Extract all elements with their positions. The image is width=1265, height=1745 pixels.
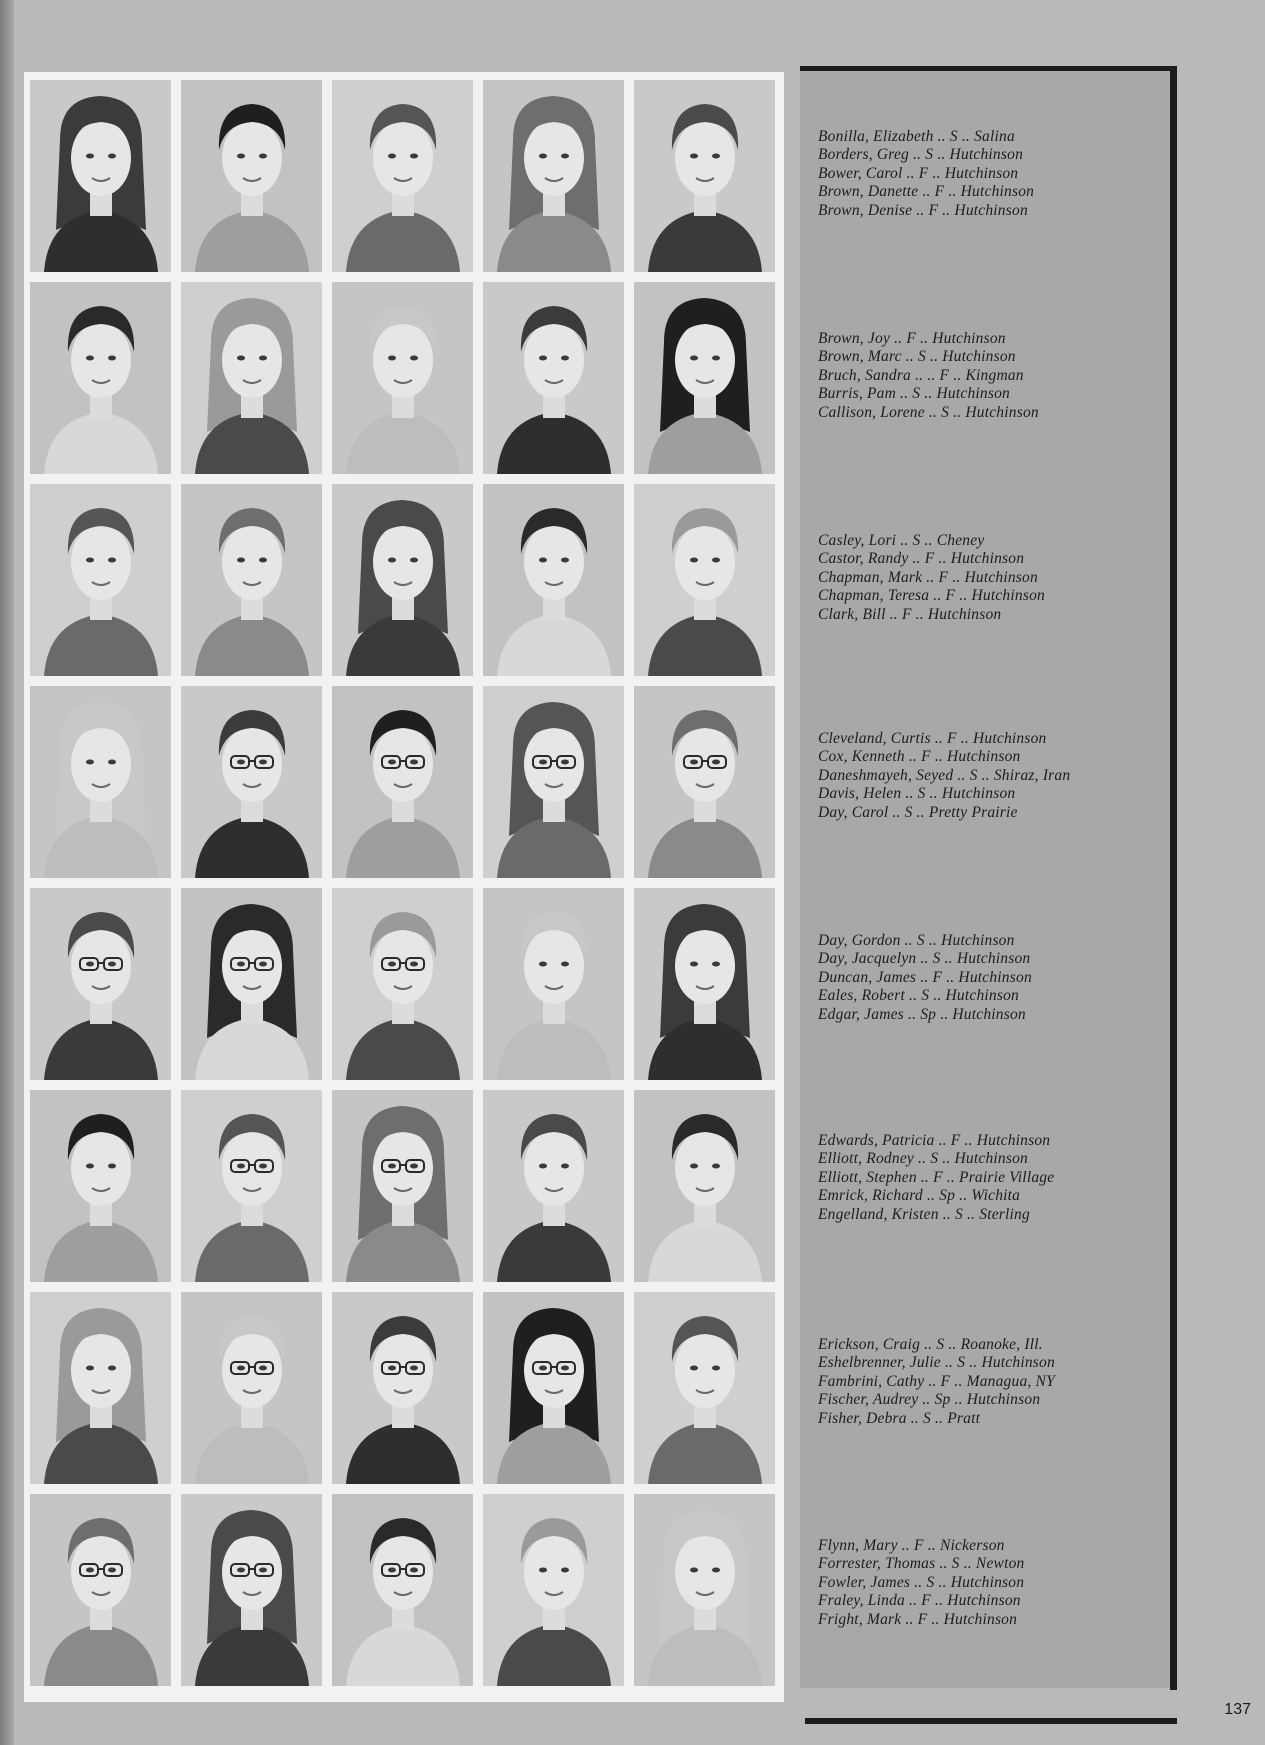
name-group-row-7 [818,1336,1168,1428]
book-spine-shadow [0,0,14,1745]
student-entry: Elliott, Rodney .. S .. Hutchinson [818,1150,1028,1168]
portrait-photo [332,1292,473,1484]
portrait-photo [30,1090,171,1282]
portrait-photo [483,1292,624,1484]
portrait-photo [332,1494,473,1686]
student-portrait [332,686,473,878]
student-portrait [30,80,171,272]
student-entry: Castor, Randy .. F .. Hutchinson [818,550,1025,568]
student-portrait [634,686,775,878]
student-entry: Bower, Carol .. F .. Hutchinson [818,164,1019,182]
student-entry: Bruch, Sandra .. .. F .. Kingman [818,366,1024,384]
portrait-photo [634,1090,775,1282]
student-portrait [483,1494,624,1686]
student-entry: Edgar, James .. Sp .. Hutchinson [818,1005,1026,1023]
portrait-photo [30,80,171,272]
student-entry: Chapman, Teresa .. F .. Hutchinson [818,587,1045,605]
name-group-row-5 [818,932,1168,1024]
student-entry: Eales, Robert .. S .. Hutchinson [818,987,1019,1005]
student-entry: Brown, Marc .. S .. Hutchinson [818,348,1016,366]
portrait-photo [30,888,171,1080]
name-group-row-3 [818,532,1168,624]
student-portrait [30,282,171,474]
student-portrait [332,282,473,474]
portrait-photo [30,686,171,878]
student-portrait [181,1494,322,1686]
student-entry: Brown, Danette .. F .. Hutchinson [818,183,1035,201]
portrait-photo [181,1292,322,1484]
portrait-photo [634,1292,775,1484]
portrait-photo [332,888,473,1080]
student-entry: Erickson, Craig .. S .. Roanoke, Ill. [818,1336,1043,1353]
student-entry: Day, Jacquelyn .. S .. Hutchinson [818,950,1031,968]
portrait-photo [181,80,322,272]
student-portrait [332,1090,473,1282]
portrait-photo [181,888,322,1080]
student-portrait [332,484,473,676]
portrait-photo [332,282,473,474]
student-portrait [483,282,624,474]
student-entry: Emrick, Richard .. Sp .. Wichita [818,1187,1021,1205]
student-portrait [634,484,775,676]
portrait-photo [30,1292,171,1484]
name-group-row-6 [818,1132,1168,1224]
student-portrait [332,1494,473,1686]
student-entry: Day, Gordon .. S .. Hutchinson [818,932,1015,949]
portrait-photo [181,686,322,878]
portrait-photo [483,80,624,272]
student-portrait [483,1090,624,1282]
student-portrait [483,80,624,272]
portrait-photo [634,282,775,474]
student-entry: Callison, Lorene .. S .. Hutchinson [818,403,1039,421]
portrait-photo [181,282,322,474]
portrait-photo [332,686,473,878]
portrait-photo [332,484,473,676]
student-portrait [181,1090,322,1282]
student-entry: Fisher, Debra .. S .. Pratt [818,1409,981,1427]
student-entry: Engelland, Kristen .. S .. Sterling [818,1205,1030,1223]
student-entry: Brown, Denise .. F .. Hutchinson [818,201,1028,219]
portrait-photo [181,484,322,676]
student-entry: Fowler, James .. S .. Hutchinson [818,1573,1025,1591]
portrait-photo [483,484,624,676]
student-entry: Cox, Kenneth .. F .. Hutchinson [818,748,1021,766]
portrait-grid [30,80,775,1686]
student-entry: Fambrini, Cathy .. F .. Managua, NY [818,1372,1055,1390]
student-portrait [181,484,322,676]
student-portrait [634,80,775,272]
student-portrait [483,686,624,878]
student-portrait [181,686,322,878]
portrait-photo [483,888,624,1080]
student-entry: Brown, Joy .. F .. Hutchinson [818,330,1006,347]
portrait-photo [181,1090,322,1282]
student-entry: Casley, Lori .. S .. Cheney [818,532,985,549]
student-portrait [181,1292,322,1484]
student-portrait [634,1292,775,1484]
page-number: 137 [1224,1701,1251,1718]
student-portrait [30,1090,171,1282]
student-portrait [332,80,473,272]
student-portrait [30,1292,171,1484]
name-group-row-8 [818,1537,1168,1629]
student-entry: Eshelbrenner, Julie .. S .. Hutchinson [818,1354,1055,1372]
panel-frame-right [1170,66,1177,1690]
student-portrait [483,888,624,1080]
name-group-row-1 [818,128,1168,220]
student-portrait [30,686,171,878]
portrait-photo [483,282,624,474]
student-entry: Bonilla, Elizabeth .. S .. Salina [818,128,1015,145]
student-entry: Daneshmayeh, Seyed .. S .. Shiraz, Iran [818,766,1071,784]
portrait-photo [30,1494,171,1686]
portrait-photo [634,1494,775,1686]
student-entry: Burris, Pam .. S .. Hutchinson [818,385,1010,403]
portrait-photo [332,80,473,272]
student-portrait [634,1494,775,1686]
portrait-photo [634,686,775,878]
student-portrait [181,282,322,474]
student-entry: Fright, Mark .. F .. Hutchinson [818,1610,1018,1628]
student-entry: Elliott, Stephen .. F .. Prairie Village [818,1168,1055,1186]
student-portrait [30,888,171,1080]
student-portrait [634,282,775,474]
student-portrait [634,1090,775,1282]
student-portrait [634,888,775,1080]
student-entry: Duncan, James .. F .. Hutchinson [818,968,1032,986]
portrait-photo [634,888,775,1080]
student-entry: Edwards, Patricia .. F .. Hutchinson [818,1132,1051,1149]
name-group-row-2 [818,330,1168,422]
student-entry: Fischer, Audrey .. Sp .. Hutchinson [818,1391,1041,1409]
name-group-row-4 [818,730,1168,822]
student-entry: Chapman, Mark .. F .. Hutchinson [818,568,1038,586]
student-portrait [181,888,322,1080]
student-entry: Davis, Helen .. S .. Hutchinson [818,785,1016,803]
portrait-photo [30,484,171,676]
portrait-photo [483,1090,624,1282]
student-entry: Fraley, Linda .. F .. Hutchinson [818,1592,1021,1610]
portrait-photo [634,484,775,676]
portrait-photo [30,282,171,474]
student-entry: Forrester, Thomas .. S .. Newton [818,1555,1025,1573]
student-portrait [483,484,624,676]
student-entry: Cleveland, Curtis .. F .. Hutchinson [818,730,1047,747]
portrait-photo [634,80,775,272]
student-portrait [332,888,473,1080]
portrait-photo [181,1494,322,1686]
student-entry: Flynn, Mary .. F .. Nickerson [818,1537,1005,1554]
student-portrait [30,1494,171,1686]
student-portrait [30,484,171,676]
panel-frame-top [800,66,1177,71]
student-entry: Clark, Bill .. F .. Hutchinson [818,605,1002,623]
student-portrait [483,1292,624,1484]
student-portrait [332,1292,473,1484]
portrait-photo [332,1090,473,1282]
student-portrait [181,80,322,272]
portrait-photo [483,1494,624,1686]
student-entry: Borders, Greg .. S .. Hutchinson [818,146,1024,164]
student-entry: Day, Carol .. S .. Pretty Prairie [818,803,1018,821]
panel-frame-bottom [805,1718,1177,1724]
portrait-photo [483,686,624,878]
names-panel [800,68,1174,1688]
